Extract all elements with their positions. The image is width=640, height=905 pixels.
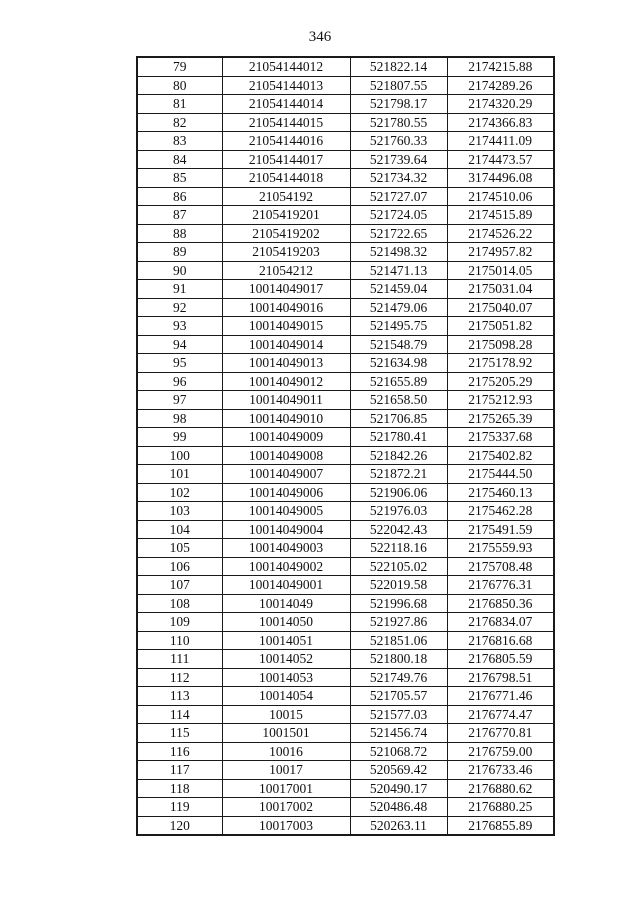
row-number-cell: 84 (137, 150, 222, 169)
y-coordinate-cell: 3174496.08 (447, 169, 554, 188)
table-row (137, 650, 554, 669)
y-coordinate-cell: 2176771.46 (447, 687, 554, 706)
x-coordinate-cell: 521655.89 (350, 372, 447, 391)
table-row (137, 391, 554, 410)
point-id-cell: 10014049001 (222, 576, 350, 595)
y-coordinate-cell: 2175265.39 (447, 409, 554, 428)
point-id-cell: 10014049003 (222, 539, 350, 558)
table-row (137, 520, 554, 539)
x-coordinate-cell: 521724.05 (350, 206, 447, 225)
row-number-cell: 117 (137, 761, 222, 780)
table-row (137, 113, 554, 132)
point-id-cell: 21054144015 (222, 113, 350, 132)
table-row (137, 317, 554, 336)
x-coordinate-cell: 522019.58 (350, 576, 447, 595)
point-id-cell: 21054144012 (222, 57, 350, 76)
row-number-cell: 97 (137, 391, 222, 410)
table-row (137, 576, 554, 595)
y-coordinate-cell: 2175098.28 (447, 335, 554, 354)
y-coordinate-cell: 2174320.29 (447, 95, 554, 114)
x-coordinate-cell: 521722.65 (350, 224, 447, 243)
y-coordinate-cell: 2175462.28 (447, 502, 554, 521)
y-coordinate-cell: 2175444.50 (447, 465, 554, 484)
table-row (137, 132, 554, 151)
row-number-cell: 93 (137, 317, 222, 336)
point-id-cell: 10014052 (222, 650, 350, 669)
x-coordinate-cell: 521798.17 (350, 95, 447, 114)
table-row (137, 298, 554, 317)
point-id-cell: 21054144016 (222, 132, 350, 151)
row-number-cell: 86 (137, 187, 222, 206)
x-coordinate-cell: 521780.55 (350, 113, 447, 132)
point-id-cell: 10017 (222, 761, 350, 780)
y-coordinate-cell: 2176798.51 (447, 668, 554, 687)
row-number-cell: 101 (137, 465, 222, 484)
y-coordinate-cell: 2175559.93 (447, 539, 554, 558)
row-number-cell: 112 (137, 668, 222, 687)
row-number-cell: 95 (137, 354, 222, 373)
row-number-cell: 108 (137, 594, 222, 613)
y-coordinate-cell: 2175040.07 (447, 298, 554, 317)
table-row (137, 483, 554, 502)
table-row (137, 446, 554, 465)
y-coordinate-cell: 2176776.31 (447, 576, 554, 595)
x-coordinate-cell: 520569.42 (350, 761, 447, 780)
y-coordinate-cell: 2174510.06 (447, 187, 554, 206)
table-row (137, 668, 554, 687)
point-id-cell: 10014049016 (222, 298, 350, 317)
y-coordinate-cell: 2176759.00 (447, 742, 554, 761)
row-number-cell: 90 (137, 261, 222, 280)
row-number-cell: 106 (137, 557, 222, 576)
y-coordinate-cell: 2176880.62 (447, 779, 554, 798)
point-id-cell: 10014049015 (222, 317, 350, 336)
y-coordinate-cell: 2175402.82 (447, 446, 554, 465)
table-row (137, 502, 554, 521)
y-coordinate-cell: 2176805.59 (447, 650, 554, 669)
table-row (137, 261, 554, 280)
y-coordinate-cell: 2175337.68 (447, 428, 554, 447)
point-id-cell: 10014049011 (222, 391, 350, 410)
y-coordinate-cell: 2175205.29 (447, 372, 554, 391)
point-id-cell: 10014049013 (222, 354, 350, 373)
row-number-cell: 105 (137, 539, 222, 558)
x-coordinate-cell: 521068.72 (350, 742, 447, 761)
row-number-cell: 87 (137, 206, 222, 225)
table-row (137, 169, 554, 188)
x-coordinate-cell: 521734.32 (350, 169, 447, 188)
table-row (137, 705, 554, 724)
y-coordinate-cell: 2176816.68 (447, 631, 554, 650)
x-coordinate-cell: 521471.13 (350, 261, 447, 280)
x-coordinate-cell: 521459.04 (350, 280, 447, 299)
row-number-cell: 96 (137, 372, 222, 391)
row-number-cell: 109 (137, 613, 222, 632)
y-coordinate-cell: 2176834.07 (447, 613, 554, 632)
point-id-cell: 21054144014 (222, 95, 350, 114)
x-coordinate-cell: 521780.41 (350, 428, 447, 447)
row-number-cell: 99 (137, 428, 222, 447)
table-row (137, 742, 554, 761)
row-number-cell: 83 (137, 132, 222, 151)
table-row (137, 206, 554, 225)
y-coordinate-cell: 2174957.82 (447, 243, 554, 262)
y-coordinate-cell: 2176880.25 (447, 798, 554, 817)
y-coordinate-cell: 2175708.48 (447, 557, 554, 576)
x-coordinate-cell: 521727.07 (350, 187, 447, 206)
table-row (137, 687, 554, 706)
x-coordinate-cell: 521842.26 (350, 446, 447, 465)
row-number-cell: 113 (137, 687, 222, 706)
row-number-cell: 88 (137, 224, 222, 243)
x-coordinate-cell: 521479.06 (350, 298, 447, 317)
x-coordinate-cell: 521906.06 (350, 483, 447, 502)
y-coordinate-cell: 2175031.04 (447, 280, 554, 299)
point-id-cell: 2105419202 (222, 224, 350, 243)
y-coordinate-cell: 2174473.57 (447, 150, 554, 169)
table-body (137, 57, 554, 835)
x-coordinate-cell: 521976.03 (350, 502, 447, 521)
table-row (137, 465, 554, 484)
x-coordinate-cell: 521658.50 (350, 391, 447, 410)
table-row (137, 613, 554, 632)
table-row (137, 243, 554, 262)
table-row (137, 594, 554, 613)
point-id-cell: 10014050 (222, 613, 350, 632)
point-id-cell: 10014049004 (222, 520, 350, 539)
x-coordinate-cell: 521996.68 (350, 594, 447, 613)
x-coordinate-cell: 521822.14 (350, 57, 447, 76)
table-row (137, 280, 554, 299)
point-id-cell: 2105419203 (222, 243, 350, 262)
point-id-cell: 10014053 (222, 668, 350, 687)
point-id-cell: 10014049002 (222, 557, 350, 576)
y-coordinate-cell: 2175178.92 (447, 354, 554, 373)
x-coordinate-cell: 521498.32 (350, 243, 447, 262)
table-row (137, 779, 554, 798)
table-row (137, 224, 554, 243)
table-row (137, 539, 554, 558)
x-coordinate-cell: 521807.55 (350, 76, 447, 95)
row-number-cell: 80 (137, 76, 222, 95)
point-id-cell: 10014049008 (222, 446, 350, 465)
y-coordinate-cell: 2176774.47 (447, 705, 554, 724)
point-id-cell: 21054212 (222, 261, 350, 280)
x-coordinate-cell: 521760.33 (350, 132, 447, 151)
point-id-cell: 21054144018 (222, 169, 350, 188)
x-coordinate-cell: 521577.03 (350, 705, 447, 724)
table-row (137, 150, 554, 169)
point-id-cell: 10014049017 (222, 280, 350, 299)
row-number-cell: 85 (137, 169, 222, 188)
row-number-cell: 91 (137, 280, 222, 299)
table-row (137, 761, 554, 780)
x-coordinate-cell: 520263.11 (350, 816, 447, 835)
row-number-cell: 111 (137, 650, 222, 669)
row-number-cell: 102 (137, 483, 222, 502)
table-row (137, 816, 554, 835)
point-id-cell: 21054144013 (222, 76, 350, 95)
coordinates-table (136, 56, 555, 836)
y-coordinate-cell: 2175460.13 (447, 483, 554, 502)
y-coordinate-cell: 2176770.81 (447, 724, 554, 743)
point-id-cell: 10014049006 (222, 483, 350, 502)
x-coordinate-cell: 521872.21 (350, 465, 447, 484)
row-number-cell: 115 (137, 724, 222, 743)
table-row (137, 76, 554, 95)
row-number-cell: 110 (137, 631, 222, 650)
x-coordinate-cell: 521548.79 (350, 335, 447, 354)
row-number-cell: 89 (137, 243, 222, 262)
y-coordinate-cell: 2174411.09 (447, 132, 554, 151)
table-row (137, 57, 554, 76)
table-row (137, 724, 554, 743)
point-id-cell: 1001501 (222, 724, 350, 743)
row-number-cell: 116 (137, 742, 222, 761)
point-id-cell: 10017003 (222, 816, 350, 835)
y-coordinate-cell: 2174366.83 (447, 113, 554, 132)
row-number-cell: 94 (137, 335, 222, 354)
x-coordinate-cell: 520486.48 (350, 798, 447, 817)
x-coordinate-cell: 521749.76 (350, 668, 447, 687)
x-coordinate-cell: 521800.18 (350, 650, 447, 669)
y-coordinate-cell: 2176733.46 (447, 761, 554, 780)
table-row (137, 187, 554, 206)
x-coordinate-cell: 522118.16 (350, 539, 447, 558)
row-number-cell: 107 (137, 576, 222, 595)
row-number-cell: 81 (137, 95, 222, 114)
point-id-cell: 10014049007 (222, 465, 350, 484)
x-coordinate-cell: 521456.74 (350, 724, 447, 743)
row-number-cell: 119 (137, 798, 222, 817)
y-coordinate-cell: 2175051.82 (447, 317, 554, 336)
point-id-cell: 10014049010 (222, 409, 350, 428)
y-coordinate-cell: 2174215.88 (447, 57, 554, 76)
point-id-cell: 10014049009 (222, 428, 350, 447)
y-coordinate-cell: 2175212.93 (447, 391, 554, 410)
y-coordinate-cell: 2174515.89 (447, 206, 554, 225)
point-id-cell: 10014049014 (222, 335, 350, 354)
table-row (137, 631, 554, 650)
row-number-cell: 114 (137, 705, 222, 724)
x-coordinate-cell: 521851.06 (350, 631, 447, 650)
row-number-cell: 92 (137, 298, 222, 317)
table-row (137, 372, 554, 391)
point-id-cell: 10014049012 (222, 372, 350, 391)
point-id-cell: 10014049005 (222, 502, 350, 521)
row-number-cell: 79 (137, 57, 222, 76)
x-coordinate-cell: 520490.17 (350, 779, 447, 798)
point-id-cell: 21054192 (222, 187, 350, 206)
row-number-cell: 120 (137, 816, 222, 835)
row-number-cell: 98 (137, 409, 222, 428)
point-id-cell: 10014049 (222, 594, 350, 613)
y-coordinate-cell: 2175491.59 (447, 520, 554, 539)
row-number-cell: 82 (137, 113, 222, 132)
table-row (137, 557, 554, 576)
x-coordinate-cell: 521739.64 (350, 150, 447, 169)
x-coordinate-cell: 521705.57 (350, 687, 447, 706)
point-id-cell: 10014054 (222, 687, 350, 706)
table-row (137, 95, 554, 114)
y-coordinate-cell: 2175014.05 (447, 261, 554, 280)
point-id-cell: 10016 (222, 742, 350, 761)
x-coordinate-cell: 522042.43 (350, 520, 447, 539)
point-id-cell: 2105419201 (222, 206, 350, 225)
x-coordinate-cell: 521706.85 (350, 409, 447, 428)
x-coordinate-cell: 521495.75 (350, 317, 447, 336)
x-coordinate-cell: 521927.86 (350, 613, 447, 632)
y-coordinate-cell: 2176855.89 (447, 816, 554, 835)
point-id-cell: 10017001 (222, 779, 350, 798)
table-row (137, 354, 554, 373)
point-id-cell: 10015 (222, 705, 350, 724)
row-number-cell: 100 (137, 446, 222, 465)
y-coordinate-cell: 2174289.26 (447, 76, 554, 95)
row-number-cell: 103 (137, 502, 222, 521)
row-number-cell: 104 (137, 520, 222, 539)
table-row (137, 409, 554, 428)
point-id-cell: 21054144017 (222, 150, 350, 169)
table-row (137, 335, 554, 354)
point-id-cell: 10014051 (222, 631, 350, 650)
row-number-cell: 118 (137, 779, 222, 798)
table-row (137, 428, 554, 447)
x-coordinate-cell: 521634.98 (350, 354, 447, 373)
y-coordinate-cell: 2176850.36 (447, 594, 554, 613)
page-number: 346 (308, 29, 332, 45)
y-coordinate-cell: 2174526.22 (447, 224, 554, 243)
x-coordinate-cell: 522105.02 (350, 557, 447, 576)
point-id-cell: 10017002 (222, 798, 350, 817)
table-row (137, 798, 554, 817)
